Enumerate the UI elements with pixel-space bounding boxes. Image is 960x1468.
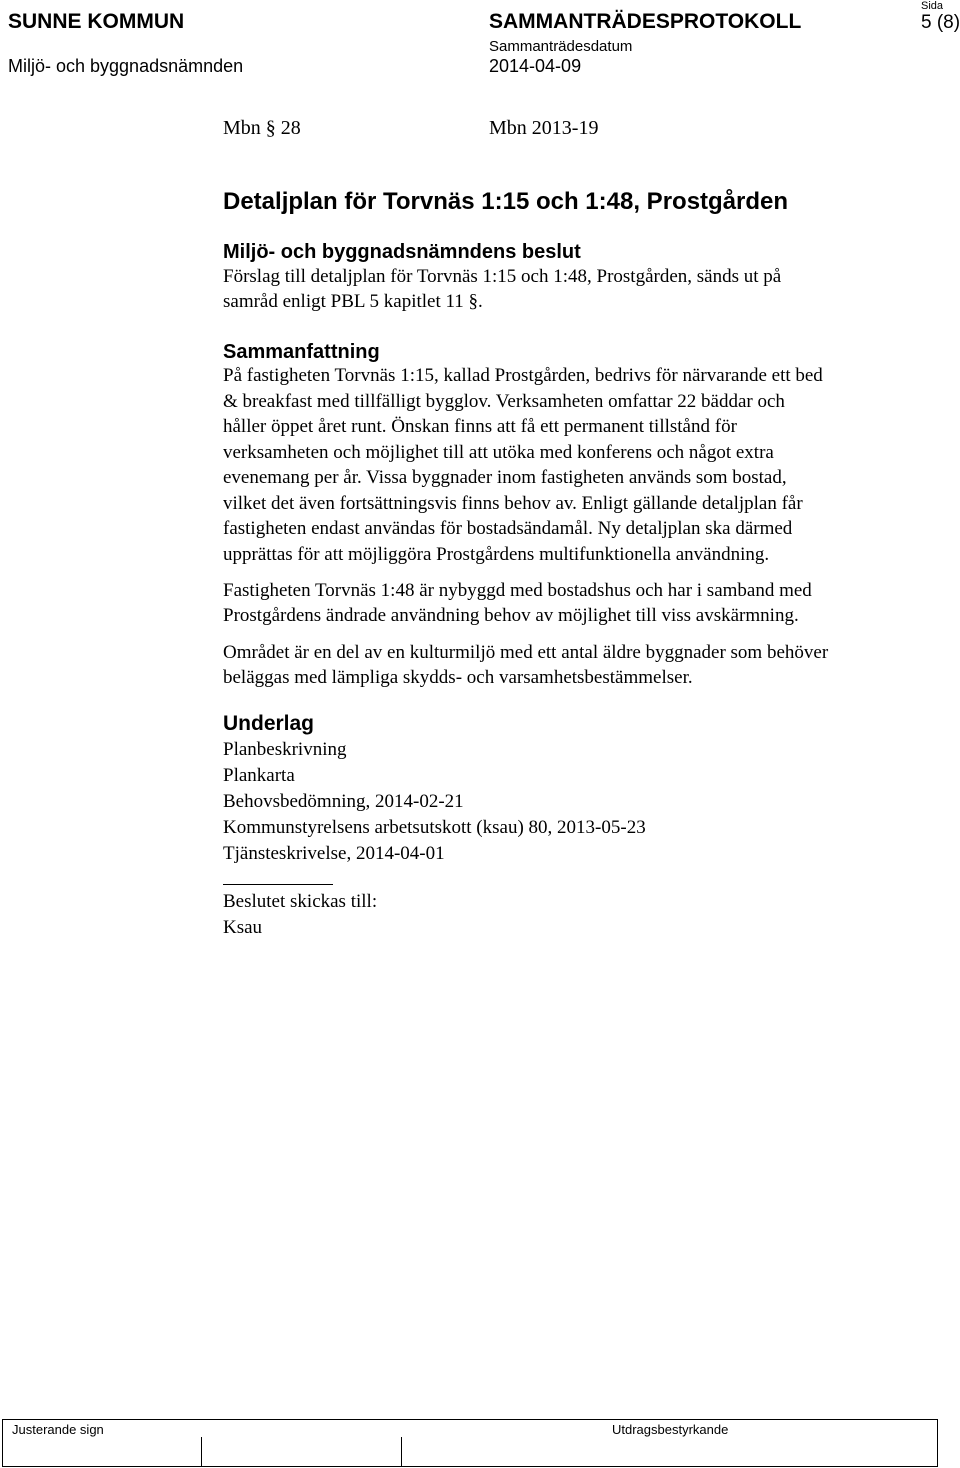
- decision-line: samråd enligt PBL 5 kapitlet 11 §.: [223, 291, 483, 312]
- signature-footer: [2, 1419, 938, 1467]
- summary-line: vilket det även fortsättningsvis finns behov av. Enligt gällande detaljplan får: [223, 492, 803, 514]
- summary-line: håller öppet året runt. Önskan finns att få ett permanent tillstånd för: [223, 416, 737, 437]
- basis-item: Plankarta: [223, 765, 295, 786]
- paragraph-number: Mbn § 28: [223, 117, 301, 139]
- meeting-date-label: Sammanträdesdatum: [489, 38, 633, 55]
- basis-item: Planbeskrivning: [223, 739, 347, 760]
- decision-text: [223, 264, 938, 314]
- divider: [223, 884, 333, 885]
- summary-paragraph-1: [223, 363, 938, 567]
- meeting-date-value: 2014-04-09: [489, 56, 582, 76]
- summary-line: På fastigheten Torvnäs 1:15, kallad Prostgården, bedrivs för närvarande ett bed: [223, 365, 823, 386]
- page-label: Sida: [921, 0, 944, 12]
- distribution-block: [223, 889, 938, 941]
- basis-item: Behovsbedömning, 2014-02-21: [223, 791, 464, 812]
- signature-field-divider: [401, 1437, 402, 1466]
- summary-line: Området är en del av en kulturmiljö med ett antal äldre byggnader som behöver: [223, 642, 829, 663]
- committee-name: Miljö- och byggnadsnämnden: [8, 56, 244, 76]
- summary-line: upprättas för att möjliggöra Prostgårdens multifunktionella användning.: [223, 543, 770, 565]
- summary-line: fastigheten endast användas för bostadsändamål. Ny detaljplan ska därmed: [223, 518, 793, 539]
- distribution-recipient: Ksau: [223, 917, 263, 938]
- summary-line: Prostgårdens ändrade användning behov av möjlighet till viss avskärmning.: [223, 605, 799, 626]
- adjusting-sign-label: Justerande sign: [12, 1422, 104, 1437]
- basis-item: Tjänsteskrivelse, 2014-04-01: [223, 843, 445, 864]
- decision-line: Förslag till detaljplan för Torvnäs 1:15 och 1:48, Prostgården, sänds ut på: [223, 266, 782, 287]
- distribution-label: Beslutet skickas till:: [223, 891, 378, 912]
- signature-field-divider: [201, 1437, 202, 1466]
- summary-line: & breakfast med tillfälligt bygglov. Verksamheten omfattar 22 bäddar och: [223, 390, 785, 412]
- page-number: 5 (8): [921, 12, 960, 33]
- extract-certification-label: Utdragsbestyrkande: [612, 1422, 729, 1437]
- summary-heading: Sammanfattning: [223, 341, 380, 363]
- decision-heading: Miljö- och byggnadsnämndens beslut: [223, 241, 581, 263]
- summary-paragraph-2: [223, 578, 938, 628]
- organization-name: SUNNE KOMMUN: [8, 10, 185, 33]
- diary-number: Mbn 2013-19: [489, 117, 599, 139]
- summary-line: evenemang per år. Vissa byggnader inom fastigheten används som bostad,: [223, 467, 787, 488]
- summary-line: verksamheten och möjlighet till att utöka med konferens och något extra: [223, 441, 774, 463]
- summary-paragraph-3: [223, 640, 938, 690]
- basis-item: Kommunstyrelsens arbetsutskott (ksau) 80, 2013-05-23: [223, 817, 646, 838]
- page-title: Detaljplan för Torvnäs 1:15 och 1:48, Prostgården: [223, 188, 789, 215]
- basis-heading: Underlag: [223, 712, 315, 735]
- summary-line: Fastigheten Torvnäs 1:48 är nybyggd med bostadshus och har i samband med: [223, 580, 812, 601]
- summary-line: beläggas med lämpliga skydds- och varsamhetsbestämmelser.: [223, 667, 693, 688]
- document-type: SAMMANTRÄDESPROTOKOLL: [489, 10, 802, 33]
- basis-list: [223, 737, 938, 867]
